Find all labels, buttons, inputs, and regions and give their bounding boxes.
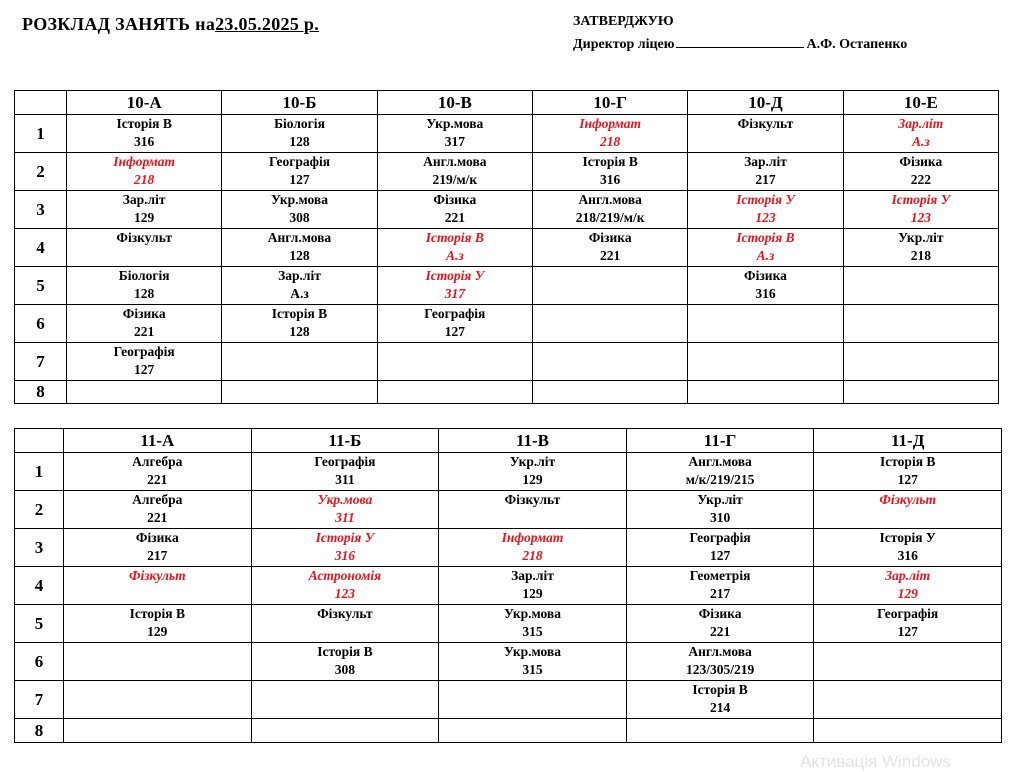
room-number: 127 bbox=[709, 548, 731, 563]
subject-name: Фізика bbox=[135, 530, 179, 545]
lesson-cell bbox=[377, 229, 532, 267]
subject-name: Історія В bbox=[271, 306, 328, 321]
subject-name: Англ.мова bbox=[423, 154, 487, 169]
lesson-cell bbox=[814, 453, 1002, 491]
lesson-cell bbox=[222, 343, 377, 381]
lesson-cell bbox=[843, 343, 998, 381]
subject-name: Англ.мова bbox=[688, 644, 752, 659]
lesson-cell bbox=[67, 267, 222, 305]
room-number: 316 bbox=[897, 548, 918, 563]
room-number: 127 bbox=[897, 624, 918, 639]
class-header: 10-Е bbox=[843, 91, 998, 115]
room-number: 221 bbox=[134, 324, 155, 339]
lesson-cell bbox=[64, 529, 252, 567]
lesson-number: 8 bbox=[15, 381, 67, 404]
approve-label: ЗАТВЕРДЖУЮ bbox=[573, 14, 674, 29]
subject-name: Укр.мова bbox=[271, 192, 328, 207]
lesson-cell bbox=[626, 681, 814, 719]
lesson-cell bbox=[67, 229, 222, 267]
lesson-cell bbox=[626, 491, 814, 529]
lesson-cell bbox=[532, 343, 687, 381]
room-number: 221 bbox=[444, 210, 465, 225]
room-number: 316 bbox=[755, 286, 776, 301]
room-number: 218 bbox=[134, 172, 155, 187]
subject-name: Історія У bbox=[425, 268, 485, 283]
lesson-cell bbox=[626, 529, 814, 567]
subject-name: Географія bbox=[113, 344, 175, 359]
room-number: 221 bbox=[600, 248, 621, 263]
lesson-cell bbox=[626, 719, 814, 743]
lesson-cell bbox=[251, 719, 439, 743]
corner-cell bbox=[15, 91, 67, 115]
room-number: 311 bbox=[335, 510, 355, 525]
subject-name: Історія В bbox=[692, 682, 748, 697]
lesson-number: 6 bbox=[15, 643, 64, 681]
room-number: 221 bbox=[147, 472, 168, 487]
room-number: 214 bbox=[709, 700, 731, 715]
lesson-cell bbox=[222, 153, 377, 191]
lesson-row bbox=[15, 115, 999, 153]
subject-name: Фізкульт bbox=[129, 568, 186, 583]
title-prefix: РОЗКЛАД ЗАНЯТЬ на bbox=[22, 14, 216, 34]
room-number: А.з bbox=[445, 248, 464, 263]
lesson-row bbox=[15, 605, 1002, 643]
lesson-cell bbox=[377, 267, 532, 305]
room-number: 317 bbox=[444, 286, 465, 301]
room-number: 129 bbox=[897, 586, 918, 601]
lesson-cell bbox=[626, 643, 814, 681]
grade-10-schedule-table bbox=[14, 90, 999, 404]
lesson-cell bbox=[67, 381, 222, 404]
room-number: 129 bbox=[522, 472, 543, 487]
subject-name: Історія В bbox=[129, 606, 185, 621]
lesson-cell bbox=[222, 115, 377, 153]
lesson-cell bbox=[222, 229, 377, 267]
room-number: 127 bbox=[897, 472, 918, 487]
lesson-cell bbox=[377, 191, 532, 229]
lesson-cell bbox=[64, 681, 252, 719]
lesson-number: 1 bbox=[15, 115, 67, 153]
subject-name: Укр.мова bbox=[426, 116, 484, 131]
room-number: 217 bbox=[755, 172, 776, 187]
subject-name: Укр.мова bbox=[317, 492, 373, 507]
room-number: 129 bbox=[147, 624, 168, 639]
class-header: 11-А bbox=[64, 429, 252, 453]
room-number: 123 bbox=[334, 586, 356, 601]
lesson-cell bbox=[377, 343, 532, 381]
subject-name: Укр.мова bbox=[504, 606, 561, 621]
subject-name: Фізкульт bbox=[116, 230, 172, 245]
subject-name: Історія У bbox=[736, 192, 795, 207]
room-number: 317 bbox=[444, 134, 465, 149]
subject-name: Історія В bbox=[879, 454, 936, 469]
header-row bbox=[15, 429, 1002, 453]
subject-name: Фізкульт bbox=[737, 116, 794, 131]
lesson-cell bbox=[377, 153, 532, 191]
subject-name: Фізика bbox=[433, 192, 477, 207]
room-number: 308 bbox=[289, 210, 310, 225]
lesson-cell bbox=[532, 153, 687, 191]
subject-name: Алгебра bbox=[132, 454, 183, 469]
lesson-cell bbox=[532, 191, 687, 229]
director-name: А.Ф. Остапенко bbox=[806, 37, 908, 52]
lesson-cell bbox=[67, 191, 222, 229]
class-header: 10-Д bbox=[688, 91, 843, 115]
subject-name: Зар.літ bbox=[885, 568, 931, 583]
lesson-cell bbox=[688, 305, 843, 343]
room-number: 128 bbox=[289, 324, 310, 339]
lesson-cell bbox=[814, 605, 1002, 643]
lesson-cell bbox=[439, 567, 627, 605]
room-number: 308 bbox=[334, 662, 356, 677]
lesson-cell bbox=[688, 229, 843, 267]
room-number: 222 bbox=[910, 172, 931, 187]
lesson-cell bbox=[688, 381, 843, 404]
lesson-cell bbox=[843, 267, 998, 305]
lesson-cell bbox=[814, 491, 1002, 529]
lesson-cell bbox=[626, 453, 814, 491]
lesson-cell bbox=[251, 605, 439, 643]
room-number: 123/305/219 bbox=[685, 662, 755, 677]
lesson-number: 7 bbox=[15, 343, 67, 381]
subject-name: Укр.літ bbox=[697, 492, 743, 507]
header-row bbox=[15, 91, 999, 115]
room-number: А.з bbox=[911, 134, 930, 149]
subject-name: Інформат bbox=[501, 530, 564, 545]
lesson-cell bbox=[626, 605, 814, 643]
lesson-cell bbox=[532, 229, 687, 267]
lesson-row bbox=[15, 267, 999, 305]
lesson-cell bbox=[843, 381, 998, 404]
room-number: м/к/219/215 bbox=[685, 472, 755, 487]
lesson-cell bbox=[814, 681, 1002, 719]
lesson-cell bbox=[439, 605, 627, 643]
subject-name: Зар.літ bbox=[122, 192, 166, 207]
room-number: 127 bbox=[444, 324, 465, 339]
lesson-cell bbox=[67, 343, 222, 381]
subject-name: Фізкульт bbox=[879, 492, 936, 507]
watermark-text: Активація Windows bbox=[800, 752, 951, 771]
room-number: 311 bbox=[335, 472, 355, 487]
subject-name: Фізкульт bbox=[317, 606, 373, 621]
lesson-cell bbox=[251, 643, 439, 681]
lesson-cell bbox=[251, 567, 439, 605]
room-number: 127 bbox=[134, 362, 155, 377]
lesson-cell bbox=[843, 153, 998, 191]
subject-name: Фізика bbox=[899, 154, 943, 169]
subject-name: Фізика bbox=[588, 230, 632, 245]
room-number: 221 bbox=[147, 510, 168, 525]
subject-name: Зар.літ bbox=[511, 568, 554, 583]
subject-name: Астрономія bbox=[308, 568, 382, 583]
lesson-row bbox=[15, 153, 999, 191]
room-number: 123 bbox=[910, 210, 931, 225]
subject-name: Геометрія bbox=[689, 568, 751, 583]
lesson-cell bbox=[843, 115, 998, 153]
lesson-cell bbox=[67, 305, 222, 343]
subject-name: Фізика bbox=[698, 606, 742, 621]
subject-name: Історія У bbox=[891, 192, 951, 207]
lesson-cell bbox=[843, 229, 998, 267]
subject-name: Укр.літ bbox=[898, 230, 944, 245]
class-header: 10-Б bbox=[222, 91, 377, 115]
room-number: 217 bbox=[709, 586, 731, 601]
lesson-cell bbox=[532, 381, 687, 404]
lesson-number: 5 bbox=[15, 267, 67, 305]
lesson-cell bbox=[222, 191, 377, 229]
subject-name: Біологія bbox=[274, 116, 325, 131]
room-number: 218 bbox=[910, 248, 931, 263]
lesson-cell bbox=[439, 681, 627, 719]
lesson-cell bbox=[688, 343, 843, 381]
lesson-row bbox=[15, 191, 999, 229]
subject-name: Географія bbox=[689, 530, 751, 545]
subject-name: Історія В bbox=[317, 644, 373, 659]
lesson-cell bbox=[222, 381, 377, 404]
lesson-cell bbox=[439, 491, 627, 529]
room-number: 123 bbox=[755, 210, 776, 225]
director-label: Директор ліцею bbox=[573, 37, 675, 52]
subject-name: Історія У bbox=[315, 530, 375, 545]
lesson-cell bbox=[532, 305, 687, 343]
lesson-number: 8 bbox=[15, 719, 64, 743]
room-number: 315 bbox=[522, 662, 543, 677]
subject-name: Англ.мова bbox=[267, 230, 332, 245]
lesson-cell bbox=[626, 567, 814, 605]
room-number: 316 bbox=[134, 134, 155, 149]
room-number: 129 bbox=[134, 210, 155, 225]
lesson-row bbox=[15, 229, 999, 267]
director-line bbox=[573, 33, 907, 56]
lesson-cell bbox=[688, 153, 843, 191]
lesson-row bbox=[15, 305, 999, 343]
subject-name: Англ.мова bbox=[578, 192, 642, 207]
lesson-number: 3 bbox=[15, 191, 67, 229]
lesson-cell bbox=[251, 453, 439, 491]
class-header: 11-Г bbox=[626, 429, 814, 453]
subject-name: Укр.літ bbox=[509, 454, 556, 469]
lesson-cell bbox=[64, 719, 252, 743]
room-number: 315 bbox=[522, 624, 543, 639]
lesson-cell bbox=[64, 605, 252, 643]
class-header: 10-В bbox=[377, 91, 532, 115]
lesson-cell bbox=[814, 567, 1002, 605]
lesson-cell bbox=[439, 643, 627, 681]
class-header: 11-Д bbox=[814, 429, 1002, 453]
lesson-number: 4 bbox=[15, 567, 64, 605]
subject-name: Історія У bbox=[879, 530, 936, 545]
lesson-cell bbox=[251, 491, 439, 529]
lesson-row bbox=[15, 529, 1002, 567]
lesson-cell bbox=[814, 719, 1002, 743]
lesson-cell bbox=[439, 719, 627, 743]
lesson-cell bbox=[67, 153, 222, 191]
lesson-cell bbox=[439, 453, 627, 491]
lesson-row bbox=[15, 343, 999, 381]
lesson-cell bbox=[64, 567, 252, 605]
lesson-cell bbox=[843, 191, 998, 229]
subject-name: Географія bbox=[314, 454, 376, 469]
subject-name: Алгебра bbox=[132, 492, 183, 507]
lesson-cell bbox=[814, 529, 1002, 567]
room-number: 310 bbox=[709, 510, 731, 525]
lesson-cell bbox=[67, 115, 222, 153]
lesson-row bbox=[15, 719, 1002, 743]
schedule-title bbox=[22, 14, 319, 35]
room-number: 127 bbox=[289, 172, 310, 187]
lesson-cell bbox=[377, 381, 532, 404]
lesson-cell bbox=[377, 305, 532, 343]
corner-cell bbox=[15, 429, 64, 453]
room-number: 219/м/к bbox=[432, 172, 478, 187]
lesson-number: 2 bbox=[15, 153, 67, 191]
class-header: 10-А bbox=[67, 91, 222, 115]
subject-name: Історія В bbox=[116, 116, 172, 131]
subject-name: Зар.літ bbox=[278, 268, 321, 283]
subject-name: Інформат bbox=[113, 154, 176, 169]
subject-name: Історія В bbox=[736, 230, 795, 245]
lesson-cell bbox=[688, 191, 843, 229]
class-header: 10-Г bbox=[532, 91, 687, 115]
lesson-number: 6 bbox=[15, 305, 67, 343]
subject-name: Зар.літ bbox=[898, 116, 944, 131]
lesson-row bbox=[15, 643, 1002, 681]
lesson-cell bbox=[532, 115, 687, 153]
class-header: 11-В bbox=[439, 429, 627, 453]
room-number: 218 bbox=[522, 548, 543, 563]
lesson-cell bbox=[251, 529, 439, 567]
subject-name: Біологія bbox=[118, 268, 170, 283]
room-number: 218 bbox=[600, 134, 621, 149]
lesson-cell bbox=[251, 681, 439, 719]
subject-name: Фізика bbox=[744, 268, 787, 283]
lesson-number: 7 bbox=[15, 681, 64, 719]
room-number: 217 bbox=[147, 548, 168, 563]
subject-name: Інформат bbox=[579, 116, 642, 131]
room-number: А.з bbox=[756, 248, 775, 263]
lesson-number: 5 bbox=[15, 605, 64, 643]
lesson-row bbox=[15, 491, 1002, 529]
lesson-cell bbox=[439, 529, 627, 567]
room-number: 129 bbox=[522, 586, 543, 601]
room-number: 316 bbox=[334, 548, 356, 563]
lesson-cell bbox=[814, 643, 1002, 681]
lesson-cell bbox=[222, 305, 377, 343]
approval-block bbox=[573, 11, 907, 56]
subject-name: Зар.літ bbox=[744, 154, 787, 169]
lesson-cell bbox=[64, 491, 252, 529]
lesson-cell bbox=[377, 115, 532, 153]
subject-name: Географія bbox=[424, 306, 486, 321]
lesson-row bbox=[15, 567, 1002, 605]
subject-name: Історія В bbox=[582, 154, 638, 169]
room-number: 218/219/м/к bbox=[575, 210, 645, 225]
subject-name: Географія bbox=[268, 154, 331, 169]
room-number: 128 bbox=[289, 248, 310, 263]
room-number: 316 bbox=[600, 172, 621, 187]
lesson-cell bbox=[532, 267, 687, 305]
room-number: А.з bbox=[290, 286, 309, 301]
room-number: 128 bbox=[134, 286, 155, 301]
subject-name: Історія В bbox=[425, 230, 484, 245]
title-date: 23.05.2025 р. bbox=[215, 14, 320, 34]
subject-name: Фізкульт bbox=[504, 492, 561, 507]
lesson-number: 2 bbox=[15, 491, 64, 529]
grade-11-schedule-table bbox=[14, 428, 1002, 743]
class-header: 11-Б bbox=[251, 429, 439, 453]
lesson-number: 4 bbox=[15, 229, 67, 267]
subject-name: Англ.мова bbox=[688, 454, 752, 469]
subject-name: Географія bbox=[877, 606, 939, 621]
lesson-row bbox=[15, 681, 1002, 719]
lesson-cell bbox=[843, 305, 998, 343]
subject-name: Фізика bbox=[122, 306, 166, 321]
lesson-row bbox=[15, 453, 1002, 491]
lesson-cell bbox=[222, 267, 377, 305]
lesson-cell bbox=[64, 643, 252, 681]
signature-line bbox=[676, 33, 804, 48]
lesson-number: 3 bbox=[15, 529, 64, 567]
lesson-cell bbox=[688, 267, 843, 305]
subject-name: Укр.мова bbox=[504, 644, 561, 659]
lesson-number: 1 bbox=[15, 453, 64, 491]
room-number: 221 bbox=[709, 624, 731, 639]
room-number: 128 bbox=[289, 134, 310, 149]
lesson-cell bbox=[688, 115, 843, 153]
lesson-cell bbox=[64, 453, 252, 491]
lesson-row bbox=[15, 381, 999, 404]
